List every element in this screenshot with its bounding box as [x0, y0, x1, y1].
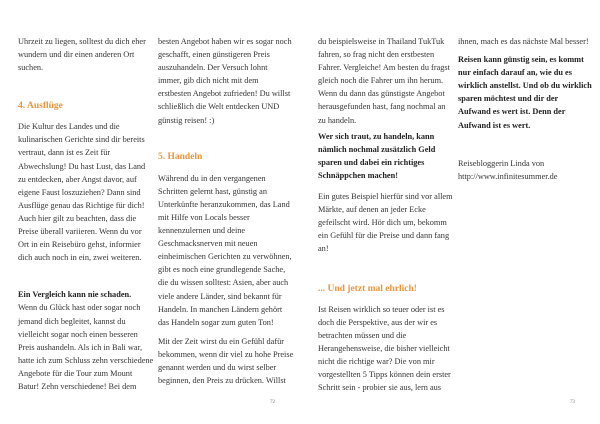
bold-paragraph — [318, 130, 458, 182]
paragraph — [458, 157, 598, 183]
text-line: Schritt sein - probier sie aus, lern aus — [318, 383, 442, 393]
text-line: herausgefunden hast, fang nochmal an — [318, 102, 446, 112]
text-line: http://www.infinitesummer.de — [458, 171, 558, 181]
paragraph — [18, 35, 158, 74]
text-line: schließlich die Welt entdecken UND — [158, 102, 280, 112]
paragraph — [158, 172, 298, 329]
section-heading — [18, 99, 158, 113]
text-line: Ist Reisen wirklich so teuer oder ist es — [318, 304, 445, 314]
text-line: Schnäppchen machen! — [318, 170, 398, 180]
text-column — [318, 35, 458, 394]
text-line: Während du in den vergangenen — [158, 173, 266, 183]
paragraph — [318, 35, 458, 127]
text-column — [18, 35, 158, 393]
text-line: Wenn du dann das günstigste Angebot — [318, 89, 445, 99]
text-line: Mit der Zeit wirst du ein Gefühl dafür — [158, 336, 285, 346]
text-line: du beispielsweise in Thailand TukTuk — [318, 37, 445, 46]
text-line: günstig reisen! :) — [158, 115, 215, 125]
text-line: Fahrer. Vergleiche! Am besten du fragst — [318, 63, 450, 73]
text-line: jemand dich begleitet, kannst du — [18, 316, 126, 326]
text-column — [158, 35, 298, 387]
text-line: gefeilscht wird. Hör dich um, bekomm — [318, 218, 447, 228]
text-line: suchen. — [18, 63, 44, 73]
text-line: geschafft, einen günstigeren Preis — [158, 50, 270, 60]
paragraph — [18, 301, 158, 393]
text-line: eigene Faust loszuziehen? Dann sind — [18, 187, 141, 197]
page-number: 73 — [570, 400, 575, 405]
bold-paragraph — [18, 288, 158, 301]
text-line: Handeln. In manchen Ländern gehört — [158, 304, 283, 314]
text-line: einheimischen Gerichten zu verwöhnen, — [158, 252, 292, 262]
text-line: Reisen kann günstig sein, es kommt — [458, 55, 584, 65]
text-line: Reisebloggerin Linda von — [458, 158, 545, 168]
text-line: sparen möchtest und dir der — [458, 94, 559, 104]
text-line: vertraut, dann ist es Zeit für — [18, 148, 111, 158]
text-line: mit Hilfe von Locals besser — [158, 212, 250, 222]
text-line: nicht die richtige war? Die von mir — [318, 356, 435, 366]
text-line: Preise überall variieren. Wenn du vor — [18, 227, 142, 237]
text-line: Die Kultur des Landes und die — [18, 122, 120, 132]
paragraph — [18, 120, 158, 264]
text-line: Aufwand es wert ist. Denn der — [458, 107, 566, 117]
text-column — [458, 35, 598, 183]
text-line: an! — [318, 244, 329, 254]
text-line: vorgestellten 5 Tipps können dein erster — [318, 369, 451, 379]
text-line: ein Gefühl für die Preise und dann fang — [318, 231, 450, 241]
page-73 — [300, 0, 600, 424]
text-line: fahren, so frag nicht den erstbesten — [318, 50, 435, 60]
text-line: Unterkünfte heranzukommen, das Land — [158, 199, 290, 209]
text-line: 5. Handeln — [158, 151, 203, 162]
text-line: wirklich anstellst. Und ob du wirklich — [458, 81, 592, 91]
text-line: Ausflüge genau das Richtige für dich! — [18, 200, 145, 210]
text-line: zu entdecken, aber Angst davor, auf — [18, 174, 137, 184]
text-line: Ein Vergleich kann nie schaden. — [18, 290, 132, 300]
text-line: Herangehensweise, die bisher vielleicht — [318, 343, 450, 353]
text-line: auszuhandeln. Der Versuch lohnt — [158, 63, 268, 73]
text-line: dich auch noch in ein, zwei weiteren. — [18, 253, 142, 263]
text-line: Geschmacksnerven mit neuen — [158, 239, 258, 249]
text-line: 4. Ausflüge — [18, 101, 63, 112]
text-line: doch die Perspektive, aus der wir es — [318, 317, 438, 327]
text-line: sparen und dabei ein richtiges — [318, 157, 425, 167]
text-line: ... Und jetzt mal ehrlich! — [318, 283, 417, 294]
text-line: vielleicht sogar noch einen besseren — [18, 329, 138, 339]
text-line: Schritten gelernt hast, günstig an — [158, 186, 267, 196]
text-line: Ein gutes Beispiel hierfür sind vor allem — [318, 192, 453, 202]
text-line: nämlich nochmal zusätzlich Geld — [318, 144, 436, 154]
text-line: Angebote für die Tour zum Mount — [18, 368, 133, 378]
bold-paragraph — [458, 53, 598, 132]
text-line: Ort in ein Reisebüro gehst, informier — [18, 240, 141, 250]
text-line: Aufwand ist es wert. — [458, 120, 531, 130]
text-line: Wer sich traut, zu handeln, kann — [318, 131, 435, 141]
text-line: kennenzulernen und deine — [158, 226, 246, 236]
text-line: Auch hier gilt zu beachten, dass die — [18, 213, 137, 223]
text-line: Abwechslung! Du hast Lust, das Land — [18, 161, 146, 171]
text-line: Wenn du Glück hast oder sogar noch — [18, 303, 141, 313]
paragraph — [318, 190, 458, 255]
page-number: 72 — [270, 400, 275, 405]
text-line: kulinarischen Gerichte sind dir bereits — [18, 135, 145, 145]
text-line: gleich noch die Fahrer um ihn herum. — [318, 76, 444, 86]
paragraph — [318, 303, 458, 395]
section-heading — [158, 150, 298, 164]
text-line: beginnen, den Preis zu drücken. Willst — [158, 376, 286, 386]
paragraph — [158, 335, 298, 387]
text-line: genannt werden und du wirst selber — [158, 362, 277, 372]
text-line: zu handeln. — [318, 115, 357, 125]
text-line: die du wissen solltest: Asien, aber auch — [158, 278, 289, 288]
text-line: erstbesten Angebot zufrieden! Du willst — [158, 89, 291, 99]
paragraph — [158, 35, 298, 127]
text-line: viele andere Länder, sind bekannt für — [158, 291, 282, 301]
text-line: betrachten müssen und die — [318, 330, 407, 340]
text-line: ihnen, mach es das nächste Mal besser! — [458, 37, 589, 46]
text-line: wundern und dir einen anderen Ort — [18, 50, 135, 60]
text-line: Batur! Zehn verschiedene! Bei dem — [18, 381, 137, 391]
text-line: Märkte, auf denen an jeder Ecke — [318, 205, 426, 215]
text-line: hatte ich zum Schluss zehn verschiedene — [18, 355, 154, 365]
paragraph — [458, 35, 598, 48]
text-line: nur einfach darauf an, wie du es — [458, 68, 572, 78]
text-line: bekommen, wenn dir viel zu hohe Preise — [158, 349, 294, 359]
text-line: besten Angebot haben wir es sogar noch — [158, 37, 292, 46]
text-line: immer, gib dich nicht mit dem — [158, 76, 259, 86]
text-line: Preis aushandeln. Als ich in Bali war, — [18, 342, 143, 352]
text-line: Uhrzeit zu liegen, solltest du dich eher — [18, 37, 146, 46]
text-line: das Handeln sogar zum guten Ton! — [158, 317, 274, 327]
text-line: gibt es noch eine grundlegende Sache, — [158, 265, 286, 275]
section-heading — [318, 282, 458, 296]
